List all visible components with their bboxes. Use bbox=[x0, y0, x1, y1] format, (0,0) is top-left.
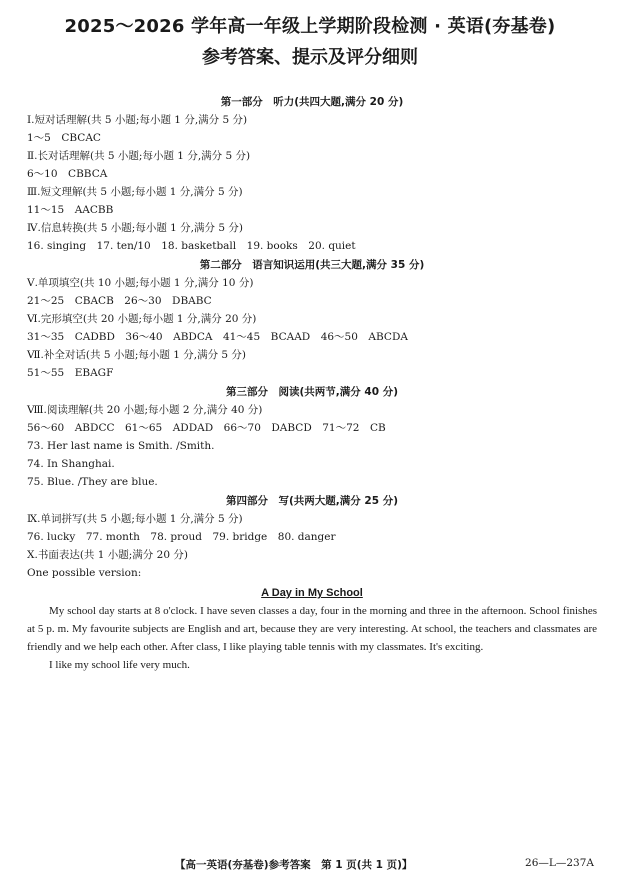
section-line: Ⅸ.单词拼写(共 5 小题;每小题 1 分,满分 5 分) bbox=[27, 513, 243, 525]
section-line: Ⅴ.单项填空(共 10 小题;每小题 1 分,满分 10 分) bbox=[27, 277, 254, 289]
section-line: Ⅶ.补全对话(共 5 小题;每小题 1 分,满分 5 分) bbox=[27, 349, 247, 361]
answer-line: 16. singing 17. ten/10 18. basketball 19. books 20. quiet bbox=[27, 240, 356, 252]
part-heading: 第二部分 语言知识运用(共三大题,满分 35 分) bbox=[199, 259, 425, 271]
part-heading: 第三部分 阅读(共两节,满分 40 分) bbox=[225, 386, 398, 398]
part-heading: 第四部分 写(共两大题,满分 25 分) bbox=[225, 495, 398, 507]
answer-line: 6～10 CBBCA bbox=[27, 168, 108, 180]
answer-content bbox=[27, 92, 597, 674]
answer-line: 11～15 AACBB bbox=[27, 204, 114, 216]
footer-page-info: 【高一英语(夯基卷)参考答案 第 1 页(共 1 页)】 bbox=[175, 859, 413, 871]
essay-paragraph: My school day starts at 8 o'clock. I have seven classes a day, four in the morning and three in the afternoon. School finishes at 5 p. m. My favourite subjects are English and art, because they are very interesting. At school, the teachers and classmates are friendly and we help each other. After class, I like playing table tennis with my classmates. It's exciting. bbox=[27, 605, 597, 653]
page-subtitle: 参考答案、提示及评分细则 bbox=[202, 47, 418, 68]
part-heading: 第一部分 听力(共四大题,满分 20 分) bbox=[220, 96, 404, 108]
answer-line: 73. Her last name is Smith. /Smith. bbox=[27, 440, 215, 452]
section-line: Ⅳ.信息转换(共 5 小题;每小题 1 分,满分 5 分) bbox=[27, 222, 243, 234]
section-line: Ⅵ.完形填空(共 20 小题;每小题 1 分,满分 20 分) bbox=[27, 313, 257, 325]
answer-line: 1～5 CBCAC bbox=[27, 132, 101, 144]
answer-line: 75. Blue. /They are blue. bbox=[27, 476, 158, 488]
section-line: Ⅱ.长对话理解(共 5 小题;每小题 1 分,满分 5 分) bbox=[27, 150, 251, 162]
answer-line: 76. lucky 77. month 78. proud 79. bridge 80. danger bbox=[27, 531, 336, 543]
page-title: 2025～2026 学年高一年级上学期阶段检测 · 英语(夯基卷) bbox=[64, 16, 556, 37]
answer-line: 56～60 ABDCC 61～65 ADDAD 66～70 DABCD 71～72 CB bbox=[27, 422, 386, 434]
section-line: Ⅲ.短文理解(共 5 小题;每小题 1 分,满分 5 分) bbox=[27, 186, 243, 198]
answer-line: One possible version: bbox=[27, 567, 142, 579]
essay-title: A Day in My School bbox=[261, 587, 363, 599]
section-line: Ⅷ.阅读理解(共 20 小题;每小题 2 分,满分 40 分) bbox=[27, 404, 263, 416]
essay-paragraph: I like my school life very much. bbox=[49, 659, 190, 671]
answer-line: 21～25 CBACB 26～30 DBABC bbox=[27, 295, 212, 307]
answer-line: 31～35 CADBD 36～40 ABDCA 41～45 BCAAD 46～50 ABCDA bbox=[27, 331, 408, 343]
answer-line: 51～55 EBAGF bbox=[27, 367, 114, 379]
answer-line: 74. In Shanghai. bbox=[27, 458, 115, 470]
section-line: Ⅹ.书面表达(共 1 小题;满分 20 分) bbox=[27, 549, 188, 561]
footer-code: 26—L—237A bbox=[525, 857, 594, 869]
section-line: Ⅰ.短对话理解(共 5 小题;每小题 1 分,满分 5 分) bbox=[27, 114, 248, 126]
page-footer bbox=[0, 857, 620, 873]
